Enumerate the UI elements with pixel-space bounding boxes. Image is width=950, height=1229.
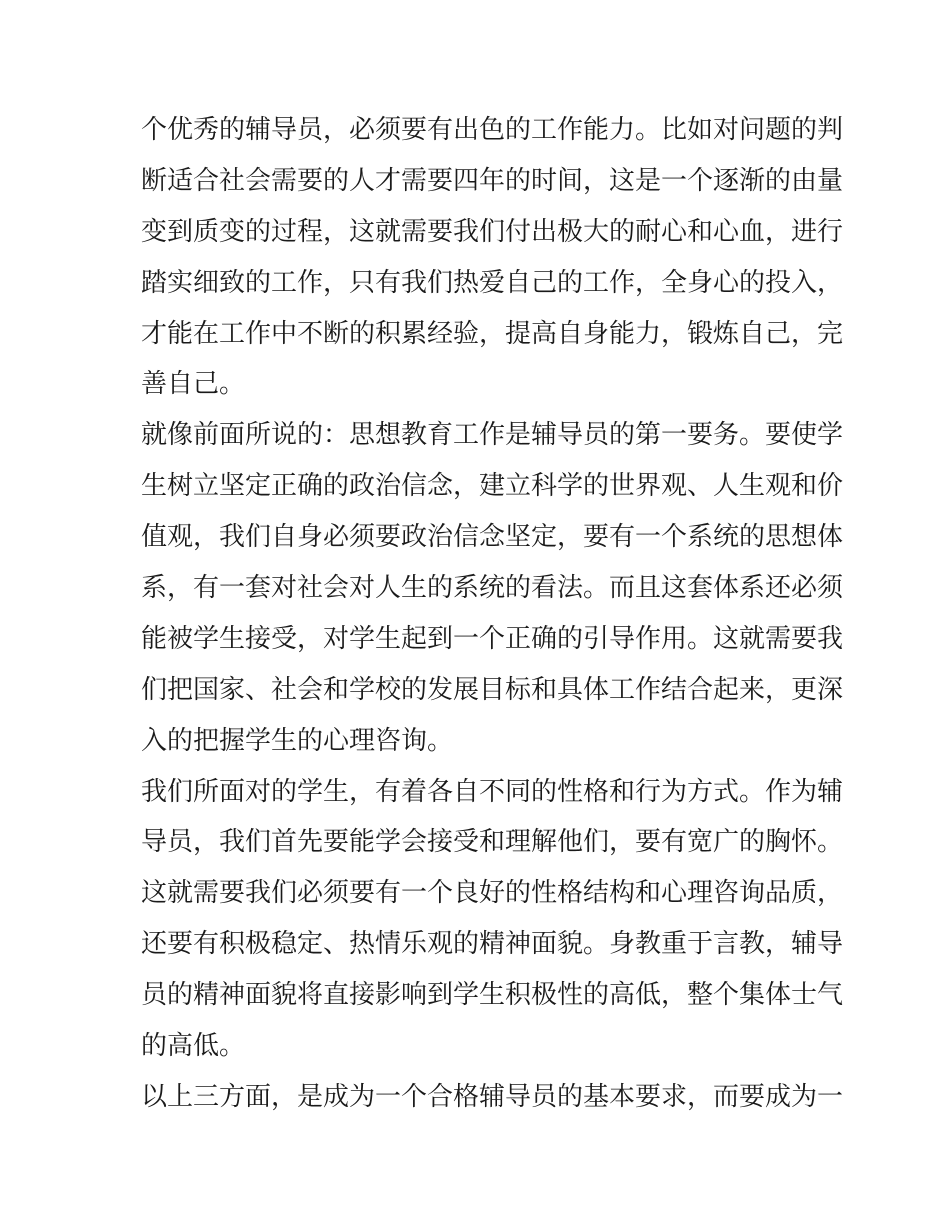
text-line: 们把国家、社会和学校的发展目标和具体工作结合起来，更深 — [141, 674, 844, 705]
paragraph-1 — [141, 105, 844, 410]
text-line: 以上三方面，是成为一个合格辅导员的基本要求，而要成为一 — [141, 1081, 844, 1112]
text-line: 踏实细致的工作，只有我们热爱自己的工作，全身心的投入， — [141, 267, 844, 298]
paragraph-4 — [141, 1072, 844, 1123]
paragraph-3 — [141, 767, 844, 1072]
document-body — [141, 105, 844, 1123]
text-line: 变到质变的过程，这就需要我们付出极大的耐心和心血，进行 — [141, 216, 844, 247]
text-line: 能被学生接受，对学生起到一个正确的引导作用。这就需要我 — [141, 623, 844, 654]
text-line: 的高低。 — [141, 1031, 246, 1062]
text-line: 还要有积极稳定、热情乐观的精神面貌。身教重于言教，辅导 — [141, 929, 844, 960]
text-line: 就像前面所说的：思想教育工作是辅导员的第一要务。要使学 — [141, 420, 844, 451]
text-line: 生树立坚定正确的政治信念，建立科学的世界观、人生观和价 — [141, 471, 844, 502]
text-line: 员的精神面貌将直接影响到学生积极性的高低，整个集体士气 — [141, 980, 844, 1011]
text-line: 断适合社会需要的人才需要四年的时间，这是一个逐渐的由量 — [141, 165, 844, 196]
text-line: 导员，我们首先要能学会接受和理解他们，要有宽广的胸怀。 — [141, 827, 844, 858]
text-line: 入的把握学生的心理咨询。 — [141, 725, 454, 756]
text-line: 系，有一套对社会对人生的系统的看法。而且这套体系还必须 — [141, 573, 844, 604]
text-line: 善自己。 — [141, 369, 246, 400]
text-line: 才能在工作中不断的积累经验，提高自身能力，锻炼自己，完 — [141, 318, 844, 349]
paragraph-2 — [141, 410, 844, 766]
text-line: 个优秀的辅导员，必须要有出色的工作能力。比如对问题的判 — [141, 115, 844, 145]
text-line: 值观，我们自身必须要政治信念坚定，要有一个系统的思想体 — [141, 522, 844, 553]
text-line: 这就需要我们必须要有一个良好的性格结构和心理咨询品质， — [141, 878, 844, 909]
text-line: 我们所面对的学生，有着各自不同的性格和行为方式。作为辅 — [141, 776, 844, 807]
